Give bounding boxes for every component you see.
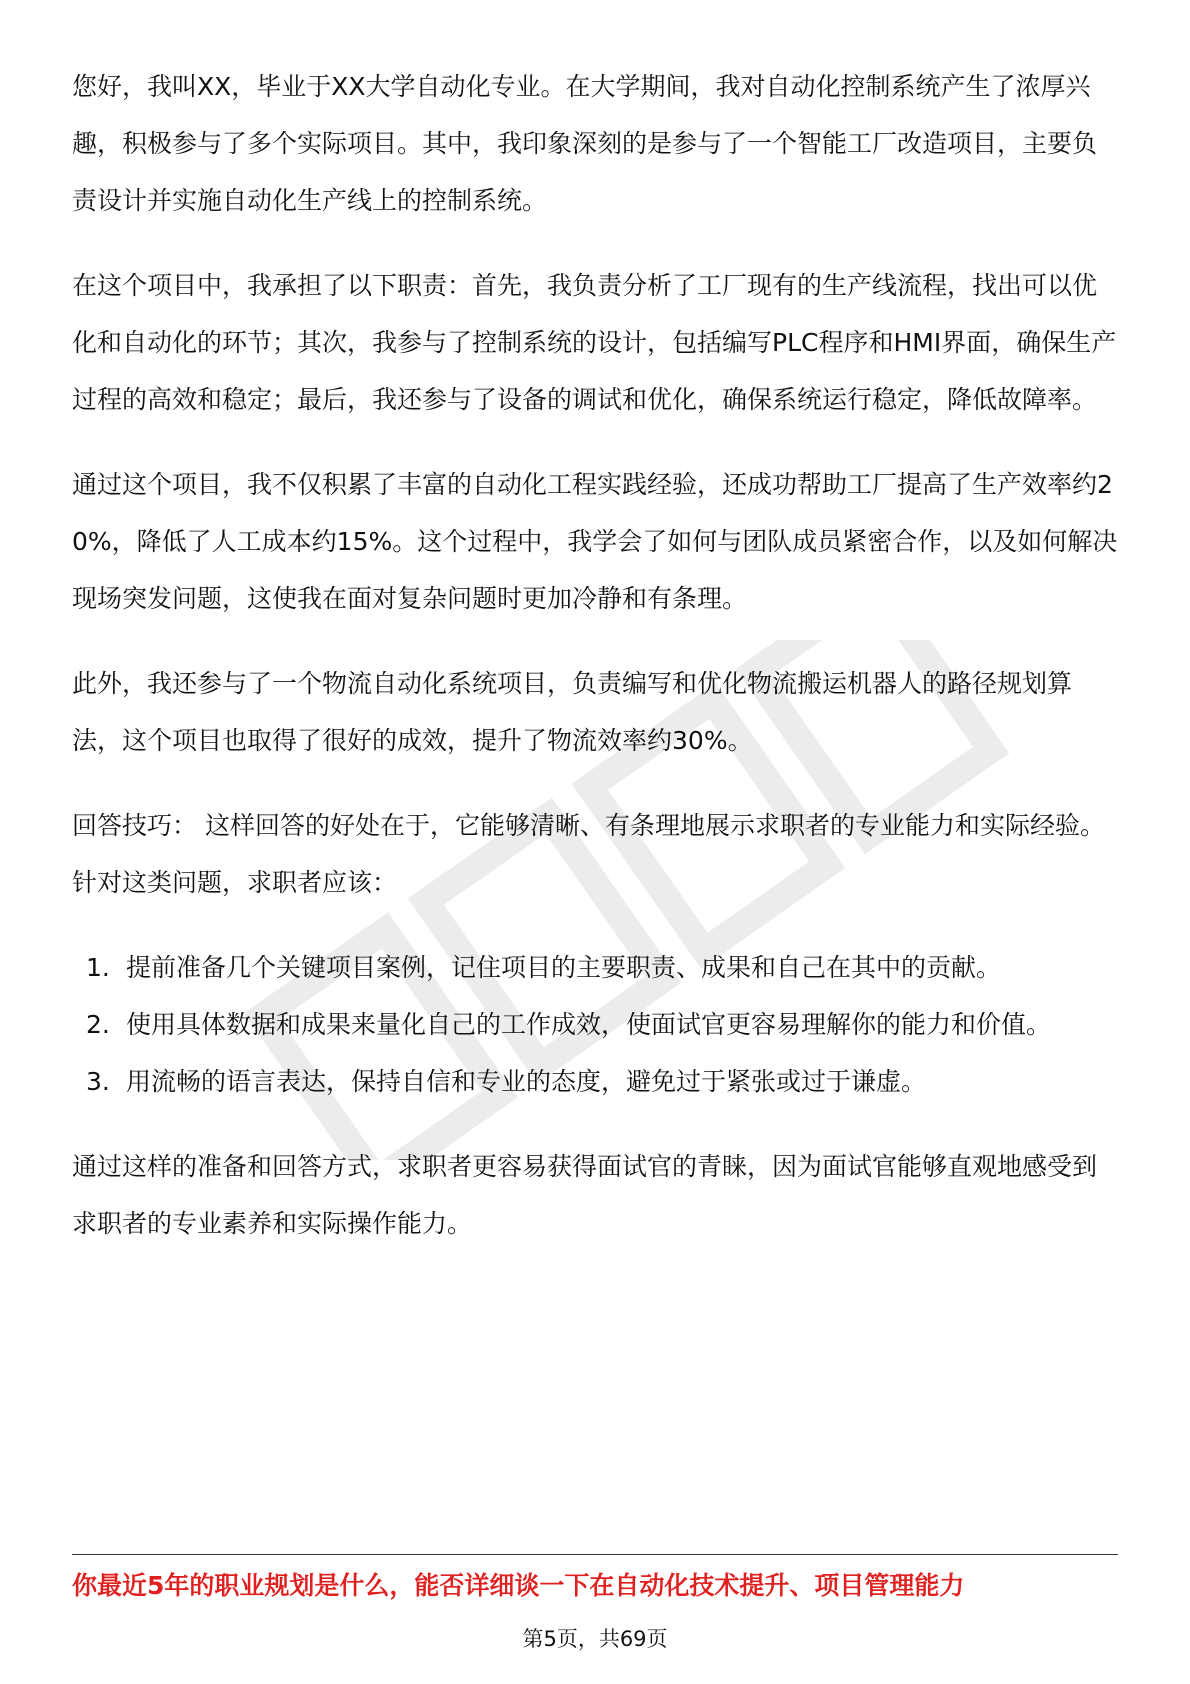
tips-list <box>72 939 1118 1110</box>
paragraph-intro: 您好，我叫XX，毕业于XX大学自动化专业。在大学期间，我对自动化控制系统产生了浓厚兴趣，积极参与了多个实际项目。其中，我印象深刻的是参与了一个智能工厂改造项目，主要负责设计并实施自动化生产线上的控制系统。 <box>72 72 1098 215</box>
main-content <box>72 58 1118 1280</box>
list-item-text: 使用具体数据和成果来量化自己的工作成效，使面试官更容易理解你的能力和价值。 <box>126 1010 1052 1039</box>
list-item <box>72 939 1118 996</box>
list-item <box>72 996 1118 1053</box>
list-number: 3. <box>86 1067 110 1096</box>
list-item <box>72 1053 1118 1110</box>
list-number: 1. <box>86 953 110 982</box>
list-item-text: 用流畅的语言表达，保持自信和专业的态度，避免过于紧张或过于谦虚。 <box>126 1067 927 1096</box>
page-footer: 第5页，共69页 <box>522 1627 668 1651</box>
next-question-heading: 你最近5年的职业规划是什么，能否详细谈一下在自动化技术提升、项目管理能力 <box>72 1571 965 1600</box>
paragraph-logistics-project: 此外，我还参与了一个物流自动化系统项目，负责编写和优化物流搬运机器人的路径规划算法，这个项目也取得了很好的成效，提升了物流效率约30%。 <box>72 669 1073 755</box>
list-number: 2. <box>86 1010 110 1039</box>
paragraph-conclusion: 通过这样的准备和回答方式，求职者更容易获得面试官的青睐，因为面试官能够直观地感受到求职者的专业素养和实际操作能力。 <box>72 1152 1098 1238</box>
paragraph-answer-tips: 回答技巧： 这样回答的好处在于，它能够清晰、有条理地展示求职者的专业能力和实际经验。针对这类问题，求职者应该： <box>72 811 1105 897</box>
list-item-text: 提前准备几个关键项目案例，记住项目的主要职责、成果和自己在其中的贡献。 <box>126 953 1002 982</box>
paragraph-results: 通过这个项目，我不仅积累了丰富的自动化工程实践经验，还成功帮助工厂提高了生产效率约20%，降低了人工成本约15%。这个过程中，我学会了如何与团队成员紧密合作，以及如何解决现场突发问题，这使我在面对复杂问题时更加冷静和有条理。 <box>72 470 1118 613</box>
section-divider <box>72 1554 1118 1555</box>
paragraph-responsibilities: 在这个项目中，我承担了以下职责：首先，我负责分析了工厂现有的生产线流程，找出可以优化和自动化的环节；其次，我参与了控制系统的设计，包括编写PLC程序和HMI界面，确保生产过程的高效和稳定；最后，我还参与了设备的调试和优化，确保系统运行稳定，降低故障率。 <box>72 271 1117 414</box>
